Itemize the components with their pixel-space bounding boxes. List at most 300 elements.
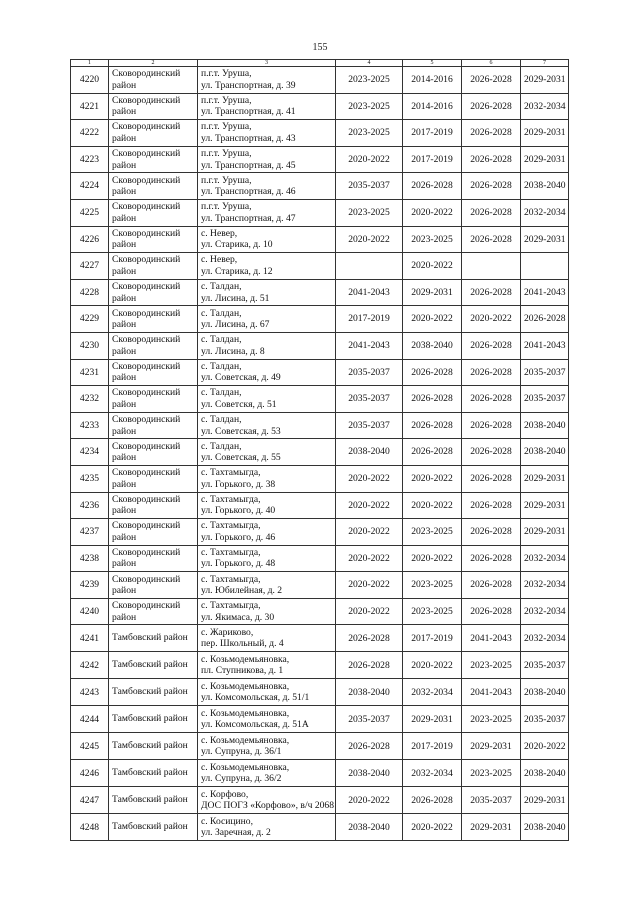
district-line: Сковородинский xyxy=(112,467,181,479)
period-cell-c4: 2020-2022 xyxy=(336,492,403,519)
record-number-cell: 4225 xyxy=(71,199,109,226)
record-number-cell: 4233 xyxy=(71,412,109,439)
period-cell-c6: 2023-2025 xyxy=(462,706,521,733)
record-number-cell: 4231 xyxy=(71,359,109,386)
period-cell-c6: 2041-2043 xyxy=(462,679,521,706)
address-line: п.г.т. Уруша, xyxy=(201,68,252,80)
period-cell-c5: 2020-2022 xyxy=(403,199,462,226)
district-line: Сковородинский xyxy=(112,121,181,133)
address-cell xyxy=(198,279,336,306)
address-line: с. Невер, xyxy=(201,254,238,266)
address-line: ул. Транспортная, д. 46 xyxy=(201,186,296,198)
period-cell-c5: 2017-2019 xyxy=(403,625,462,652)
address-line: ул. Транспортная, д. 45 xyxy=(201,159,296,171)
address-line: ул. Горького, д. 38 xyxy=(201,478,276,490)
period-cell-c4: 2020-2022 xyxy=(336,146,403,173)
period-cell-c4: 2035-2037 xyxy=(336,706,403,733)
address-cell xyxy=(198,253,336,280)
district-cell xyxy=(109,652,198,679)
column-number: 4 xyxy=(336,60,403,67)
period-cell-c4: 2023-2025 xyxy=(336,199,403,226)
district-line: район xyxy=(112,265,137,277)
period-cell-c6: 2026-2028 xyxy=(462,67,521,94)
address-line: п.г.т. Уруша, xyxy=(201,121,252,133)
table-row xyxy=(71,760,569,787)
district-cell xyxy=(109,359,198,386)
period-cell-c4: 2026-2028 xyxy=(336,652,403,679)
period-cell-c5: 2026-2028 xyxy=(403,412,462,439)
period-cell-c5: 2017-2019 xyxy=(403,733,462,760)
period-cell-c4: 2035-2037 xyxy=(336,359,403,386)
period-cell-c7: 2038-2040 xyxy=(521,760,569,787)
table-row xyxy=(71,332,569,359)
record-number-cell: 4244 xyxy=(71,706,109,733)
period-cell-c6: 2029-2031 xyxy=(462,814,521,841)
record-number-cell: 4224 xyxy=(71,173,109,200)
period-cell-c5: 2017-2019 xyxy=(403,120,462,147)
address-line: с. Тахтамыгда, xyxy=(201,493,261,505)
period-cell-c4: 2020-2022 xyxy=(336,787,403,814)
period-cell-c5: 2017-2019 xyxy=(403,146,462,173)
district-line: район xyxy=(112,159,137,171)
period-cell-c4: 2026-2028 xyxy=(336,733,403,760)
address-line: ул. Горького, д. 46 xyxy=(201,531,276,543)
record-number-cell: 4226 xyxy=(71,226,109,253)
district-cell xyxy=(109,439,198,466)
address-line: ул. Лисина, д. 8 xyxy=(201,345,265,357)
record-number-cell: 4245 xyxy=(71,733,109,760)
table-row xyxy=(71,279,569,306)
district-cell xyxy=(109,386,198,413)
period-cell-c5: 2026-2028 xyxy=(403,386,462,413)
period-cell-c5: 2023-2025 xyxy=(403,519,462,546)
period-cell-c6: 2026-2028 xyxy=(462,519,521,546)
table-row xyxy=(71,173,569,200)
period-cell-c4: 2026-2028 xyxy=(336,625,403,652)
period-cell-c4: 2041-2043 xyxy=(336,279,403,306)
address-line: ул. Горького, д. 48 xyxy=(201,558,276,570)
address-cell xyxy=(198,519,336,546)
period-cell-c7: 2038-2040 xyxy=(521,679,569,706)
table-row xyxy=(71,386,569,413)
table-row xyxy=(71,679,569,706)
period-cell-c6: 2026-2028 xyxy=(462,545,521,572)
period-cell-c7: 2038-2040 xyxy=(521,173,569,200)
period-cell-c4: 2035-2037 xyxy=(336,386,403,413)
period-cell-c4: 2020-2022 xyxy=(336,598,403,625)
table-row xyxy=(71,93,569,120)
address-line: с. Невер, xyxy=(201,227,238,239)
address-line: ул. Горького, д. 40 xyxy=(201,505,276,517)
address-line: ул. Старика, д. 12 xyxy=(201,265,273,277)
record-number-cell: 4227 xyxy=(71,253,109,280)
district-line: Сковородинский xyxy=(112,307,181,319)
period-cell-c5: 2023-2025 xyxy=(403,572,462,599)
address-line: с. Талдан, xyxy=(201,360,242,372)
period-cell-c4: 2038-2040 xyxy=(336,679,403,706)
district-line: Сковородинский xyxy=(112,281,181,293)
period-cell-c7: 2020-2022 xyxy=(521,733,569,760)
district-cell xyxy=(109,465,198,492)
record-number-cell: 4237 xyxy=(71,519,109,546)
district-cell xyxy=(109,226,198,253)
address-line: ул. Транспортная, д. 39 xyxy=(201,79,296,91)
district-line: район xyxy=(112,186,137,198)
district-cell xyxy=(109,146,198,173)
period-cell-c7: 2035-2037 xyxy=(521,652,569,679)
address-line: с. Талдан, xyxy=(201,334,242,346)
record-number-cell: 4234 xyxy=(71,439,109,466)
column-number: 3 xyxy=(198,60,336,67)
record-number-cell: 4235 xyxy=(71,465,109,492)
period-cell-c6: 2026-2028 xyxy=(462,465,521,492)
period-cell-c6: 2026-2028 xyxy=(462,173,521,200)
period-cell-c4: 2020-2022 xyxy=(336,572,403,599)
address-cell xyxy=(198,625,336,652)
period-cell-c7: 2041-2043 xyxy=(521,279,569,306)
period-cell-c7: 2035-2037 xyxy=(521,359,569,386)
district-cell xyxy=(109,492,198,519)
district-cell xyxy=(109,598,198,625)
period-cell-c7: 2032-2034 xyxy=(521,199,569,226)
district-line: район xyxy=(112,132,137,144)
period-cell-c7: 2032-2034 xyxy=(521,93,569,120)
table-row xyxy=(71,412,569,439)
period-cell-c6: 2026-2028 xyxy=(462,359,521,386)
period-cell-c7: 2029-2031 xyxy=(521,226,569,253)
address-line: ул. Советскя, д. 51 xyxy=(201,398,277,410)
period-cell-c7: 2032-2034 xyxy=(521,625,569,652)
period-cell-c7: 2026-2028 xyxy=(521,306,569,333)
period-cell-c5: 2026-2028 xyxy=(403,359,462,386)
period-cell-c5: 2029-2031 xyxy=(403,706,462,733)
district-line: район xyxy=(112,425,137,437)
period-cell-c6: 2026-2028 xyxy=(462,93,521,120)
period-cell-c4: 2041-2043 xyxy=(336,332,403,359)
record-number-cell: 4222 xyxy=(71,120,109,147)
period-cell-c4: 2035-2037 xyxy=(336,173,403,200)
address-cell xyxy=(198,652,336,679)
period-cell-c7: 2035-2037 xyxy=(521,706,569,733)
district-line: Сковородинский xyxy=(112,334,181,346)
period-cell-c4: 2017-2019 xyxy=(336,306,403,333)
district-cell xyxy=(109,93,198,120)
district-cell xyxy=(109,306,198,333)
address-cell xyxy=(198,173,336,200)
period-cell-c7: 2029-2031 xyxy=(521,519,569,546)
record-number-cell: 4247 xyxy=(71,787,109,814)
address-line: с. Талдан, xyxy=(201,281,242,293)
period-cell-c6: 2020-2022 xyxy=(462,306,521,333)
period-cell-c5: 2020-2022 xyxy=(403,814,462,841)
address-line: пл. Ступникова, д. 1 xyxy=(201,665,284,677)
period-cell-c6: 2035-2037 xyxy=(462,787,521,814)
period-cell-c7: 2029-2031 xyxy=(521,465,569,492)
table-row xyxy=(71,492,569,519)
address-line: с. Талдан, xyxy=(201,307,242,319)
address-line: с. Косицино, xyxy=(201,815,254,827)
record-number-cell: 4230 xyxy=(71,332,109,359)
period-cell-c5: 2014-2016 xyxy=(403,67,462,94)
address-line: ул. Лисина, д. 51 xyxy=(201,292,270,304)
period-cell-c6: 2029-2031 xyxy=(462,733,521,760)
address-line: ул. Советская, д. 49 xyxy=(201,372,281,384)
period-cell-c6: 2026-2028 xyxy=(462,146,521,173)
district-line: район xyxy=(112,292,137,304)
address-line: с. Тахтамыгда, xyxy=(201,467,261,479)
column-number-row xyxy=(71,60,569,67)
period-cell-c6: 2023-2025 xyxy=(462,760,521,787)
address-line: с. Талдан, xyxy=(201,387,242,399)
address-cell xyxy=(198,439,336,466)
address-line: ДОС ПОГЗ «Корфово», в/ч 2068 xyxy=(201,800,335,812)
table-row xyxy=(71,787,569,814)
table-row xyxy=(71,120,569,147)
period-cell-c5: 2020-2022 xyxy=(403,253,462,280)
period-cell-c5: 2026-2028 xyxy=(403,173,462,200)
address-line: с. Талдан, xyxy=(201,414,242,426)
period-cell-c7: 2029-2031 xyxy=(521,67,569,94)
address-line: с. Тахтамыгда, xyxy=(201,573,261,585)
period-cell-c5: 2014-2016 xyxy=(403,93,462,120)
district-cell xyxy=(109,332,198,359)
record-number-cell: 4241 xyxy=(71,625,109,652)
district-line: район xyxy=(112,558,137,570)
period-cell-c6: 2026-2028 xyxy=(462,386,521,413)
period-cell-c4: 2023-2025 xyxy=(336,93,403,120)
table-row xyxy=(71,465,569,492)
district-line: Сковородинский xyxy=(112,201,181,213)
table-row xyxy=(71,706,569,733)
district-line: район xyxy=(112,611,137,623)
address-line: с. Козьмодемьяновка, xyxy=(201,653,290,665)
district-cell xyxy=(109,279,198,306)
address-line: ул. Лисина, д. 67 xyxy=(201,319,270,331)
period-cell-c5: 2020-2022 xyxy=(403,306,462,333)
district-cell xyxy=(109,625,198,652)
period-cell-c4: 2035-2037 xyxy=(336,412,403,439)
district-line: район xyxy=(112,106,137,118)
district-line: Тамбовский район xyxy=(112,794,188,806)
address-line: ул. Старика, д. 10 xyxy=(201,239,273,251)
district-line: Сковородинский xyxy=(112,360,181,372)
district-line: Тамбовский район xyxy=(112,740,188,752)
district-line: Тамбовский район xyxy=(112,713,188,725)
period-cell-c6: 2026-2028 xyxy=(462,332,521,359)
period-cell-c4: 2020-2022 xyxy=(336,519,403,546)
table-row xyxy=(71,598,569,625)
table-row xyxy=(71,625,569,652)
period-cell-c5: 2023-2025 xyxy=(403,598,462,625)
period-cell-c6: 2026-2028 xyxy=(462,226,521,253)
period-cell-c6: 2026-2028 xyxy=(462,279,521,306)
address-line: с. Козьмодемьяновка, xyxy=(201,680,290,692)
period-cell-c4: 2023-2025 xyxy=(336,67,403,94)
table-body xyxy=(71,67,569,841)
period-cell-c5: 2020-2022 xyxy=(403,492,462,519)
address-line: ул. Юбилейная, д. 2 xyxy=(201,585,283,597)
period-cell-c7: 2032-2034 xyxy=(521,572,569,599)
district-line: район xyxy=(112,531,137,543)
period-cell-c6 xyxy=(462,253,521,280)
address-line: ул. Транспортная, д. 43 xyxy=(201,132,296,144)
address-cell xyxy=(198,492,336,519)
district-line: Сковородинский xyxy=(112,440,181,452)
district-line: район xyxy=(112,319,137,331)
period-cell-c4: 2038-2040 xyxy=(336,439,403,466)
period-cell-c5: 2026-2028 xyxy=(403,787,462,814)
address-cell xyxy=(198,93,336,120)
period-cell-c7: 2035-2037 xyxy=(521,386,569,413)
district-line: Сковородинский xyxy=(112,520,181,532)
address-line: ул. Советская, д. 55 xyxy=(201,452,281,464)
district-line: Сковородинский xyxy=(112,254,181,266)
period-cell-c5: 2020-2022 xyxy=(403,652,462,679)
column-number: 2 xyxy=(109,60,198,67)
period-cell-c4: 2020-2022 xyxy=(336,465,403,492)
address-cell xyxy=(198,359,336,386)
column-number: 5 xyxy=(403,60,462,67)
record-number-cell: 4223 xyxy=(71,146,109,173)
period-cell-c7: 2038-2040 xyxy=(521,439,569,466)
address-line: ул. Комсомольская, д. 51А xyxy=(201,719,309,731)
address-line: пер. Школьный, д. 4 xyxy=(201,638,284,650)
address-line: п.г.т. Уруша, xyxy=(201,148,252,160)
address-cell xyxy=(198,306,336,333)
period-cell-c7: 2038-2040 xyxy=(521,412,569,439)
address-line: п.г.т. Уруша, xyxy=(201,201,252,213)
district-line: Тамбовский район xyxy=(112,686,188,698)
district-line: Сковородинский xyxy=(112,174,181,186)
record-number-cell: 4243 xyxy=(71,679,109,706)
period-cell-c5: 2020-2022 xyxy=(403,465,462,492)
address-cell xyxy=(198,332,336,359)
address-cell xyxy=(198,598,336,625)
period-cell-c4: 2023-2025 xyxy=(336,120,403,147)
period-cell-c6: 2026-2028 xyxy=(462,120,521,147)
record-number-cell: 4240 xyxy=(71,598,109,625)
district-line: Сковородинский xyxy=(112,546,181,558)
district-cell xyxy=(109,760,198,787)
district-cell xyxy=(109,253,198,280)
period-cell-c7: 2038-2040 xyxy=(521,814,569,841)
address-cell xyxy=(198,545,336,572)
period-cell-c5: 2026-2028 xyxy=(403,439,462,466)
column-number: 1 xyxy=(71,60,109,67)
district-line: район xyxy=(112,505,137,517)
period-cell-c5: 2029-2031 xyxy=(403,279,462,306)
period-cell-c6: 2026-2028 xyxy=(462,492,521,519)
address-line: ул. Супруна, д. 36/1 xyxy=(201,746,282,758)
record-number-cell: 4220 xyxy=(71,67,109,94)
address-cell xyxy=(198,120,336,147)
table-row xyxy=(71,306,569,333)
table-row xyxy=(71,226,569,253)
address-line: с. Корфово, xyxy=(201,788,249,800)
record-number-cell: 4242 xyxy=(71,652,109,679)
address-cell xyxy=(198,572,336,599)
address-line: с. Талдан, xyxy=(201,440,242,452)
district-line: Тамбовский район xyxy=(112,659,188,671)
address-cell xyxy=(198,760,336,787)
table-row xyxy=(71,519,569,546)
record-number-cell: 4239 xyxy=(71,572,109,599)
period-cell-c7: 2032-2034 xyxy=(521,545,569,572)
period-cell-c6: 2023-2025 xyxy=(462,652,521,679)
address-cell xyxy=(198,412,336,439)
district-line: район xyxy=(112,585,137,597)
district-line: Сковородинский xyxy=(112,387,181,399)
district-cell xyxy=(109,120,198,147)
district-line: Сковородинский xyxy=(112,600,181,612)
district-line: Тамбовский район xyxy=(112,767,188,779)
record-number-cell: 4238 xyxy=(71,545,109,572)
district-cell xyxy=(109,814,198,841)
record-number-cell: 4221 xyxy=(71,93,109,120)
period-cell-c7: 2029-2031 xyxy=(521,120,569,147)
district-cell xyxy=(109,412,198,439)
address-cell xyxy=(198,679,336,706)
table-row xyxy=(71,439,569,466)
district-line: Сковородинский xyxy=(112,94,181,106)
table-row xyxy=(71,253,569,280)
district-cell xyxy=(109,706,198,733)
period-cell-c5: 2020-2022 xyxy=(403,545,462,572)
period-cell-c6: 2026-2028 xyxy=(462,572,521,599)
district-line: Сковородинский xyxy=(112,68,181,80)
address-line: с. Жариково, xyxy=(201,626,254,638)
record-number-cell: 4246 xyxy=(71,760,109,787)
table-row xyxy=(71,67,569,94)
address-cell xyxy=(198,146,336,173)
district-cell xyxy=(109,572,198,599)
column-number: 7 xyxy=(521,60,569,67)
column-number: 6 xyxy=(462,60,521,67)
period-cell-c6: 2026-2028 xyxy=(462,199,521,226)
address-line: ул. Транспортная, д. 47 xyxy=(201,212,296,224)
period-cell-c6: 2041-2043 xyxy=(462,625,521,652)
address-line: п.г.т. Уруша, xyxy=(201,94,252,106)
district-cell xyxy=(109,199,198,226)
period-cell-c7: 2029-2031 xyxy=(521,787,569,814)
period-cell-c5: 2023-2025 xyxy=(403,226,462,253)
address-cell xyxy=(198,199,336,226)
district-line: район xyxy=(112,398,137,410)
district-line: район xyxy=(112,478,137,490)
address-line: ул. Советская, д. 53 xyxy=(201,425,281,437)
district-line: Тамбовский район xyxy=(112,632,188,644)
table-row xyxy=(71,652,569,679)
table-row xyxy=(71,733,569,760)
record-number-cell: 4228 xyxy=(71,279,109,306)
address-cell xyxy=(198,787,336,814)
period-cell-c7: 2029-2031 xyxy=(521,146,569,173)
district-cell xyxy=(109,733,198,760)
address-line: ул. Якимаса, д. 30 xyxy=(201,611,275,623)
district-line: район xyxy=(112,79,137,91)
district-line: район xyxy=(112,212,137,224)
address-cell xyxy=(198,733,336,760)
period-cell-c7 xyxy=(521,253,569,280)
table-row xyxy=(71,572,569,599)
period-cell-c7: 2041-2043 xyxy=(521,332,569,359)
district-cell xyxy=(109,67,198,94)
period-cell-c5: 2032-2034 xyxy=(403,760,462,787)
period-cell-c4: 2020-2022 xyxy=(336,545,403,572)
address-line: с. Козьмодемьяновка, xyxy=(201,734,290,746)
period-cell-c7: 2032-2034 xyxy=(521,598,569,625)
district-line: район xyxy=(112,345,137,357)
